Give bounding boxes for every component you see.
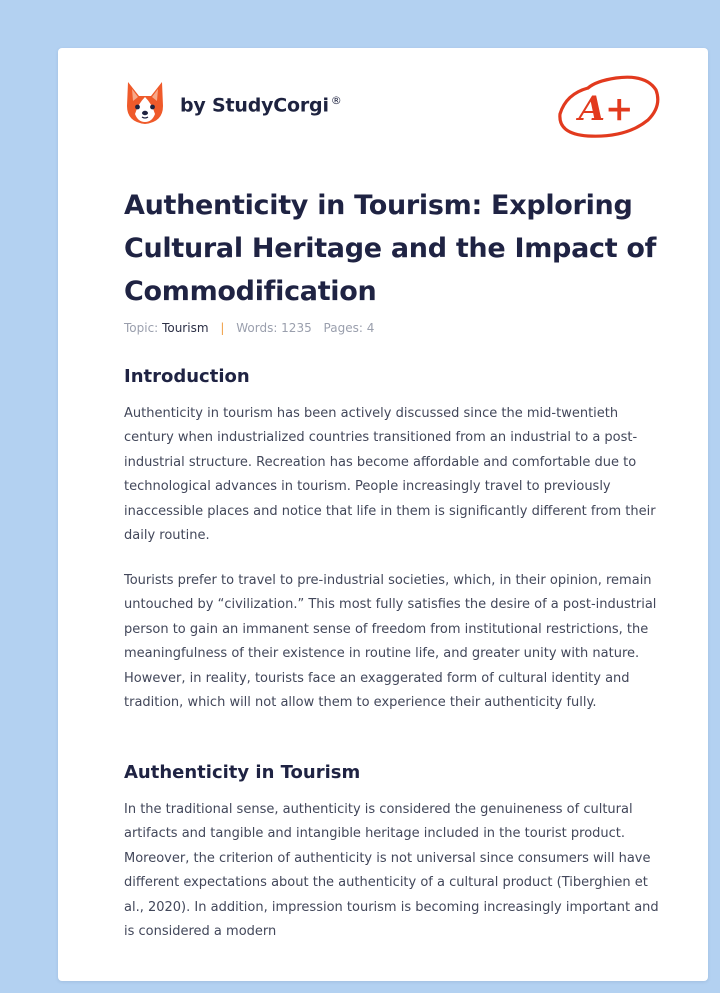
- paragraph-intro-2: Tourists prefer to travel to pre-industrial societies, which, in their opinion, remain untouched by “civilization.” This most fully satisfies the desire of a post-industrial person to gain an immanent sense of freedom from institutional restrictions, the meaningfulness of their existence in routine life, and greater unity with nature. However, in reality, tourists face an exaggerated form of cultural identity and tradition, which will not allow them to experience their authenticity fully.: [124, 573, 657, 711]
- page-title: Authenticity in Tourism: Exploring Cultural Heritage and the Impact of Commodification: [124, 190, 657, 307]
- corgi-icon: [124, 80, 166, 126]
- topic-label: Topic:: [124, 321, 159, 335]
- word-count: Words: 1235: [236, 321, 312, 335]
- page-count: Pages: 4: [323, 321, 375, 335]
- section-heading-introduction: Introduction: [124, 366, 250, 387]
- paragraph-intro-1: Authenticity in tourism has been actively discussed since the mid-twentieth century when industrialized countries transitioned from an industrial to a post-industrial structure. Recreation has become affordable and comfortable due to technological advances in tourism. People increasingly travel to previously inaccessible places and notice that life in them is significantly different from their daily routine.: [124, 406, 656, 544]
- brand-name: by StudyCorgi ®: [180, 93, 342, 117]
- topic-link[interactable]: Tourism: [162, 321, 209, 335]
- document-page: [58, 48, 708, 981]
- meta-separator: |: [220, 321, 225, 335]
- grade-badge: [548, 70, 668, 142]
- grade-text: A+: [578, 89, 634, 129]
- brand-header[interactable]: [124, 80, 342, 126]
- section-heading-authenticity: Authenticity in Tourism: [124, 762, 361, 783]
- document-meta: [124, 321, 374, 335]
- paragraph-authenticity-1: In the traditional sense, authenticity is considered the genuineness of cultural artifacts and tangible and intangible heritage included in the tourist product. Moreover, the criterion of authenticity is not universal since consumers will have different expectations about the authenticity of a cultural product (Tiberghien et al., 2020). In addition, impression tourism is becoming increasingly important and is considered a modern: [124, 802, 659, 940]
